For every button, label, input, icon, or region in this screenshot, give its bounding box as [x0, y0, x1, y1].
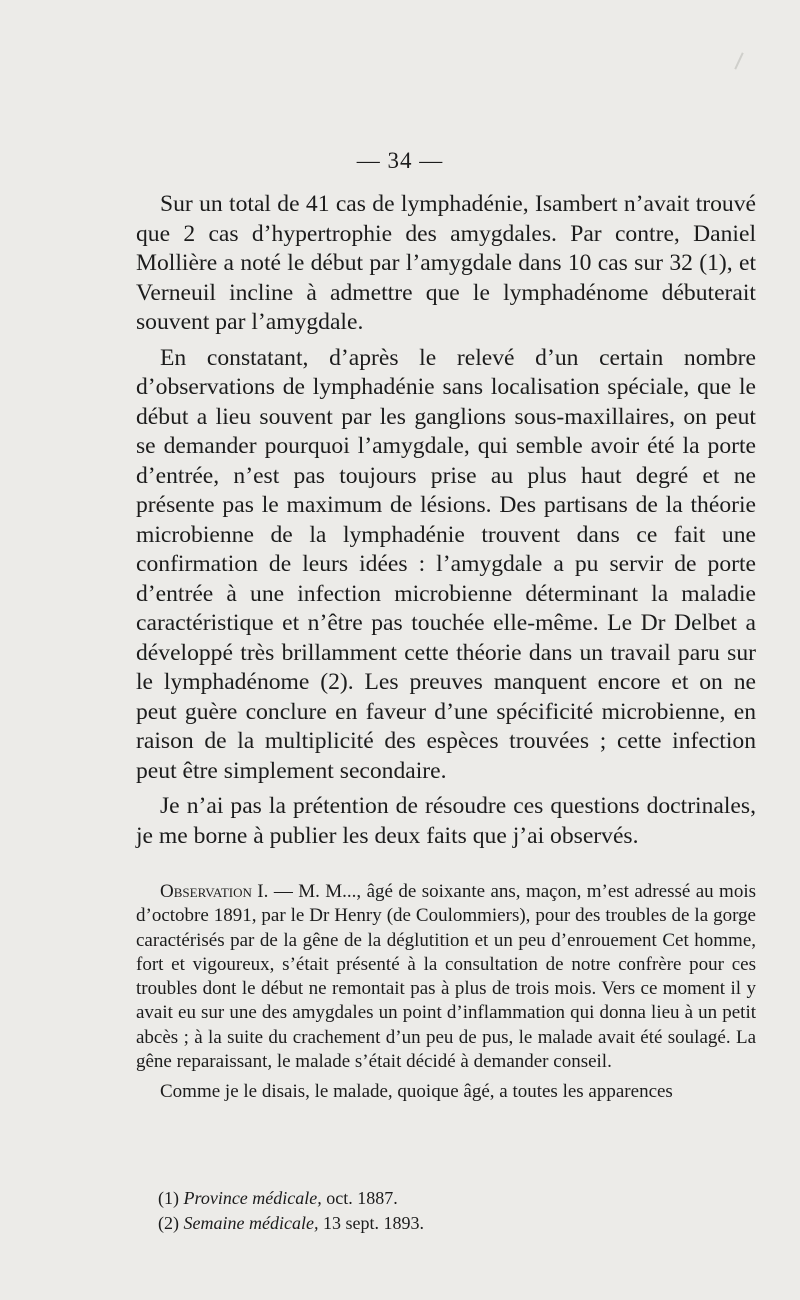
footnote: [158, 1186, 718, 1211]
observation-paragraph: [136, 880, 756, 1074]
footnote-mark: (1): [158, 1188, 179, 1208]
paragraph: En constatant, d’après le relevé d’un certain nombre d’observations de lymphadénie sans localisation spéciale, que le début a lieu souvent par les ganglions sous-maxillaires, on peut se demander pourquoi l’amygdale, qui semble avoir été la porte d’entrée, n’est pas toujours prise au plus haut degré et ne présente pas le maximum de lésions. Des partisans de la théorie microbienne de la lymphadénie trouvent dans ce fait une confirmation de leurs idées : l’amygdale a pu servir de porte d’entrée à une infection microbienne déterminant la maladie caractéristique et n’être pas touchée elle-même. Le Dr Delbet a développé très brillamment cette théorie dans un travail paru sur le lymphadénome (2). Les preuves manquent encore et on ne peut guère conclure en faveur d’une spécificité microbienne, en raison de la multiplicité des espèces trouvées ; cette infection peut être simplement secondaire.: [136, 344, 756, 784]
observation-continuation: Comme je le disais, le malade, quoique âgé, a toutes les apparences: [160, 1081, 673, 1103]
paragraph: Sur un total de 41 cas de lymphadénie, Isambert n’avait trouvé que 2 cas d’hypertrophie des amygdales. Par contre, Daniel Mollière a noté le début par l’amygdale dans 10 cas sur 32 (1), et Verneuil incline à admettre que le lymphadénome débuterait souvent par l’amygdale.: [136, 191, 756, 335]
footnote-mark: (2): [158, 1213, 179, 1233]
footnote-title: Province médicale,: [183, 1188, 322, 1208]
paper-mark: [734, 52, 743, 69]
main-text: [136, 190, 756, 857]
footnotes: [158, 1186, 718, 1236]
footnote-title: Semaine médicale,: [183, 1213, 319, 1233]
paragraph: Je n’ai pas la prétention de résoudre ces questions doctrinales, je me borne à publier les deux faits que j’ai observés.: [136, 793, 756, 849]
page-number: — 34 —: [356, 148, 444, 173]
observation-heading: Observation I.: [160, 881, 269, 902]
observation-text: — M. M..., âgé de soixante ans, maçon, m’est adressé au mois d’octobre 1891, par le Dr Henry (de Coulommiers), pour des troubles de la gorge caractérisés par de la gêne de la déglutition et un peu d’enrouement Cet homme, fort et vigoureux, s’était présenté à la consultation de notre confrère pour ces troubles dont le début ne remontait pas à plus de trois mois. Vers ce moment il y avait eu sur une des amygdales un point d’inflammation qui donna lieu à un petit abcès ; à la suite du crachement d’un peu de pus, le malade avait été soulagé. La gêne reparaissant, le malade s’était décidé à demander conseil.: [136, 881, 756, 1073]
observation-section: [136, 880, 756, 1111]
footnote-rest: oct. 1887.: [326, 1188, 398, 1208]
footnote: [158, 1211, 718, 1236]
footnote-rest: 13 sept. 1893.: [322, 1213, 424, 1233]
